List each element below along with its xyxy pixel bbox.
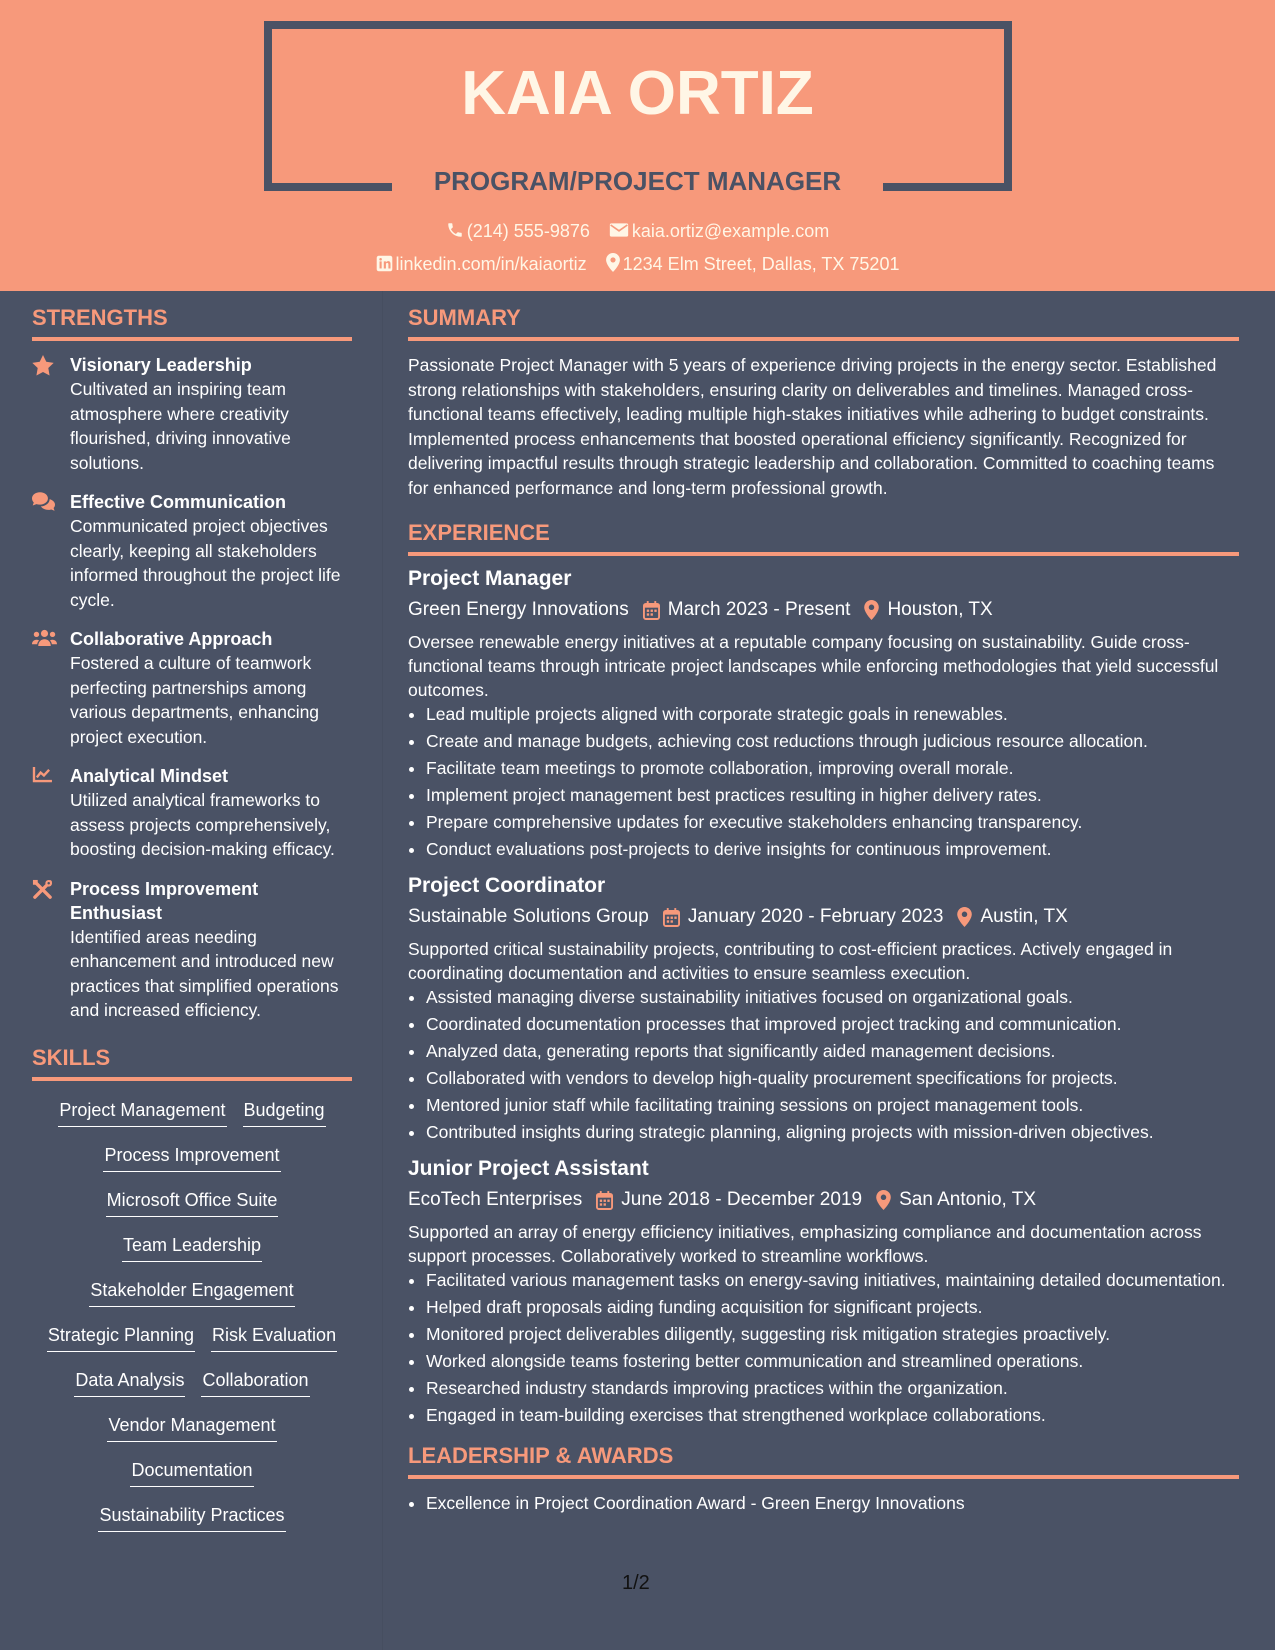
job-company: Sustainable Solutions Group: [408, 906, 649, 927]
envelope-icon: [609, 221, 629, 239]
skill-tag: Vendor Management: [107, 1412, 276, 1442]
resume-header: [0, 0, 1275, 291]
comments-icon: [32, 492, 55, 511]
awards-section: [408, 1491, 1239, 1515]
skill-tag: Documentation: [130, 1457, 253, 1487]
phone-text: (214) 555-9876: [466, 221, 590, 241]
calendar-icon: [663, 908, 680, 927]
map-marker-icon: [876, 1190, 891, 1210]
job-company: EcoTech Enterprises: [408, 1189, 583, 1210]
job-meta: [408, 1186, 1239, 1214]
job-bullet: • Create and manage budgets, achieving cost reductions through judicious resource allocation.: [426, 729, 1239, 753]
skill-row: [32, 1277, 352, 1322]
job-dates: June 2018 - December 2019: [621, 1189, 863, 1210]
job-meta: [408, 903, 1239, 931]
contact-phone[interactable]: [446, 221, 590, 242]
job-dates: March 2023 - Present: [667, 599, 851, 620]
skill-tag: Microsoft Office Suite: [106, 1187, 279, 1217]
job-bullet: • Conduct evaluations post-projects to derive insights for continuous improvement.: [426, 837, 1239, 861]
calendar-icon: [596, 1191, 613, 1210]
job-bullet: • Implement project management best practices resulting in higher delivery rates.: [426, 783, 1239, 807]
job-description: Supported an array of energy efficiency initiatives, emphasizing compliance and documentation across support processes. Collaboratively worked to streamline workflows.: [408, 1222, 1202, 1266]
skill-row: [32, 1187, 352, 1232]
tools-icon: [32, 879, 53, 900]
job-title: Project Coordinator: [408, 874, 606, 897]
linkedin-icon: [376, 255, 393, 272]
strength-desc: Fostered a culture of teamwork perfecting partnerships among various departments, enhancing project execution.: [70, 653, 320, 747]
experience-heading: EXPERIENCE: [408, 518, 1239, 556]
job-bullet: • Analyzed data, generating reports that significantly aided management decisions.: [426, 1039, 1239, 1063]
linkedin-text: linkedin.com/in/kaiaortiz: [395, 254, 587, 274]
job-location: Austin, TX: [980, 906, 1068, 927]
calendar-icon: [643, 601, 660, 620]
email-text: kaia.ortiz@example.com: [631, 221, 830, 241]
job-bullet: • Collaborated with vendors to develop high-quality procurement specifications for projects.: [426, 1066, 1239, 1090]
skill-row: [32, 1457, 352, 1502]
job-bullets: [426, 702, 1239, 861]
skill-row: [32, 1142, 352, 1187]
strength-title: Process Improvement Enthusiast: [70, 878, 259, 923]
map-marker-icon: [957, 907, 972, 927]
job-bullet: • Monitored project deliverables diligently, suggesting risk mitigation strategies proactively.: [426, 1322, 1239, 1346]
job-description: Supported critical sustainability projects, contributing to cost-efficient practices. Actively engaged in coordinating documentation and activities to ensure seamless execution.: [408, 939, 1173, 983]
star-icon: [32, 355, 54, 376]
contact-email[interactable]: [609, 221, 829, 242]
strengths-heading: STRENGTHS: [32, 303, 352, 341]
job-title: Junior Project Assistant: [408, 1157, 649, 1180]
skill-tag: Risk Evaluation: [211, 1322, 337, 1352]
candidate-name: KAIA ORTIZ: [461, 59, 814, 128]
skill-tag: Process Improvement: [103, 1142, 280, 1172]
strength-item: [32, 764, 352, 862]
strength-item: [32, 627, 352, 749]
job-bullets: [426, 1268, 1239, 1427]
job-bullet: • Prepare comprehensive updates for executive stakeholders enhancing transparency.: [426, 810, 1239, 834]
contact-row-2: [0, 253, 1275, 275]
job-meta: [408, 596, 1239, 624]
job-bullet: • Facilitated various management tasks on energy-saving initiatives, maintaining detailed documentation.: [426, 1268, 1239, 1292]
strength-item: [32, 877, 352, 1023]
strength-desc: Communicated project objectives clearly, keeping all stakeholders informed throughout the project life cycle.: [70, 516, 341, 610]
job-entry: [408, 873, 1239, 1144]
strength-title: Collaborative Approach: [70, 629, 273, 649]
skills-heading: SKILLS: [32, 1043, 352, 1081]
contact-row-1: [0, 221, 1275, 242]
experience-list: [408, 566, 1239, 1427]
job-location: San Antonio, TX: [899, 1189, 1037, 1210]
address-text: 1234 Elm Street, Dallas, TX 75201: [622, 254, 900, 274]
chart-line-icon: [32, 766, 53, 783]
skill-row: [32, 1322, 352, 1367]
left-column: [32, 291, 352, 1547]
awards-list: [426, 1491, 1239, 1515]
strength-title: Effective Communication: [70, 492, 287, 512]
summary-text: Passionate Project Manager with 5 years of experience driving projects in the energy sector. Established strong relationships with stakeholders, ensuring clarity on deliverables and timelines. Managed cross-functional teams effectively, leading multiple high-stakes initiatives while adhering to budget constraints. Implemented process enhancements that boosted operational efficiency significantly. Recognized for delivering impactful results through strategic leadership and collaboration. Committed to coaching teams for enhanced performance and long-term professional growth.: [408, 355, 1217, 498]
strength-title: Analytical Mindset: [70, 766, 229, 786]
skill-tag: Project Management: [58, 1097, 226, 1127]
skill-row: [32, 1367, 352, 1412]
job-description: Oversee renewable energy initiatives at a reputable company focusing on sustainability. Guide cross-functional teams through intricate project landscapes while enforcing methodologies that yield successful outcomes.: [408, 632, 1219, 700]
skill-tag: Data Analysis: [74, 1367, 185, 1397]
job-bullet: • Mentored junior staff while facilitating training sessions on project management tools.: [426, 1093, 1239, 1117]
strength-desc: Utilized analytical frameworks to assess projects comprehensively, boosting decision-making efficacy.: [70, 790, 335, 859]
skill-tag: Budgeting: [243, 1097, 326, 1127]
job-bullet: • Contributed insights during strategic planning, aligning projects with mission-driven objectives.: [426, 1120, 1239, 1144]
strength-title: Visionary Leadership: [70, 355, 252, 375]
contact-linkedin[interactable]: [376, 254, 587, 275]
skill-tag: Team Leadership: [122, 1232, 262, 1262]
job-entry: [408, 566, 1239, 861]
page-number: 1/2: [622, 1572, 650, 1594]
skill-tag: Stakeholder Engagement: [89, 1277, 294, 1307]
job-location: Houston, TX: [887, 599, 993, 620]
award-item: • Excellence in Project Coordination Award - Green Energy Innovations: [426, 1491, 1239, 1515]
job-bullet: • Lead multiple projects aligned with corporate strategic goals in renewables.: [426, 702, 1239, 726]
skill-tag: Strategic Planning: [47, 1322, 195, 1352]
strength-item: [32, 353, 352, 475]
job-title: Project Manager: [408, 567, 572, 590]
skill-row: [32, 1412, 352, 1457]
job-bullets: [426, 985, 1239, 1144]
strength-item: [32, 490, 352, 612]
awards-heading: LEADERSHIP & AWARDS: [408, 1441, 1239, 1479]
skill-row: [32, 1502, 352, 1547]
summary-heading: SUMMARY: [408, 303, 1239, 341]
skills-list: [32, 1097, 352, 1547]
column-divider: [382, 291, 383, 1650]
right-column: [408, 291, 1239, 1515]
job-bullet: • Helped draft proposals aiding funding acquisition for significant projects.: [426, 1295, 1239, 1319]
skill-tag: Collaboration: [201, 1367, 309, 1397]
job-bullet: • Researched industry standards improving practices within the organization.: [426, 1376, 1239, 1400]
job-dates: January 2020 - February 2023: [687, 906, 944, 927]
map-marker-icon: [606, 253, 620, 272]
job-company: Green Energy Innovations: [408, 599, 629, 620]
skill-tag: Sustainability Practices: [98, 1502, 285, 1532]
users-icon: [32, 629, 57, 646]
job-bullet: • Facilitate team meetings to promote collaboration, improving overall morale.: [426, 756, 1239, 780]
job-bullet: • Engaged in team-building exercises that strengthened workplace collaborations.: [426, 1403, 1239, 1427]
map-marker-icon: [864, 600, 879, 620]
job-bullet: • Worked alongside teams fostering better communication and streamlined operations.: [426, 1349, 1239, 1373]
job-entry: [408, 1156, 1239, 1427]
skill-row: [32, 1097, 352, 1142]
strength-desc: Identified areas needing enhancement and introduced new practices that simplified operations and increased efficiency.: [70, 926, 339, 1020]
contact-address: [606, 253, 900, 275]
phone-icon: [446, 221, 464, 239]
skill-row: [32, 1232, 352, 1277]
candidate-title: PROGRAM/PROJECT MANAGER: [433, 166, 842, 196]
job-bullet: • Assisted managing diverse sustainability initiatives focused on organizational goals.: [426, 985, 1239, 1009]
strength-desc: Cultivated an inspiring team atmosphere where creativity flourished, driving innovative solutions.: [70, 379, 291, 473]
job-bullet: • Coordinated documentation processes that improved project tracking and communication.: [426, 1012, 1239, 1036]
